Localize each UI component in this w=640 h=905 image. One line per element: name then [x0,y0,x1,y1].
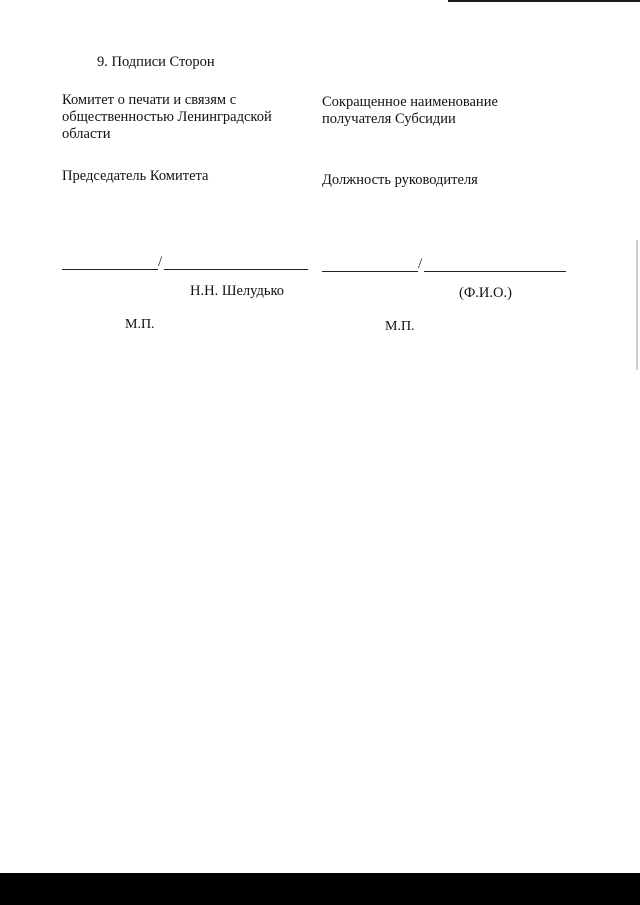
signature-blank [62,269,158,270]
signature-name-blank [424,271,566,272]
left-party-organization-line: области [62,126,111,142]
signature-name-blank [164,269,308,270]
left-party-position: Председатель Комитета [62,168,209,184]
right-signature-line [322,252,568,272]
left-party-organization-line: Комитет о печати и связям с [62,92,237,108]
left-signature-line [62,250,308,270]
scan-edge-top [448,0,640,2]
right-stamp-place: М.П. [385,319,415,334]
section-title: 9. Подписи Сторон [97,54,215,70]
scan-edge-bottom [0,873,640,905]
signature-separator: / [158,254,163,270]
left-signer-name: Н.Н. Шелудько [190,283,285,299]
right-party-position: Должность руководителя [322,172,478,188]
left-stamp-place: М.П. [125,317,155,332]
left-party-organization [62,92,302,143]
right-party-organization-line: Сокращенное наименование [322,94,498,110]
signature-blank [322,271,418,272]
right-party-organization [322,94,542,128]
scan-edge-right [636,240,638,370]
right-signer-name: (Ф.И.О.) [459,285,512,301]
signature-separator: / [418,256,423,272]
left-party-organization-line: общественностью Ленинградской [62,109,272,125]
right-party-organization-line: получателя Субсидии [322,111,456,127]
